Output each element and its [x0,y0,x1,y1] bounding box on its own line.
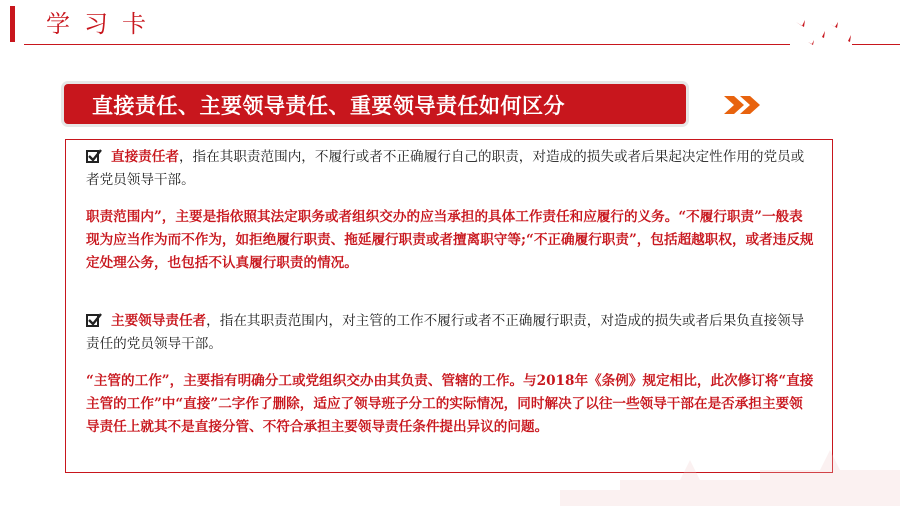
checkbox-icon [86,150,99,163]
page-title: 学习卡 [46,10,160,38]
section-banner [64,84,686,124]
birds-icon [794,14,858,48]
term-main-leadership: 主要领导责任者 [111,313,207,329]
double-chevron-icon [722,94,764,116]
header-divider-right [852,44,900,45]
definition-text: ，指在其职责范围内，对主管的工作不履行或者不正确履行职责，对造成的损失或者后果负直接领导责任的党员领导干部。 [86,313,805,352]
term-direct: 直接责任者 [111,149,179,165]
building-decoration [560,420,900,506]
definition-main-leadership [86,310,816,356]
note-managed-work: “主管的工作”，主要指有明确分工或党组织交办由其负责、管辖的工作。与2018年《条例》规定相比，此次修订将“直接主管的工作”中“直接”二字作了删除，适应了领导班子分工的实际情况，同时解决了以往一些领导干部在是否承担主要领导责任上就其不是直接分管、不符合承担主要领导责任条件提出异议的问题。 [86,373,814,435]
header-accent-bar [10,6,15,42]
banner-title: 直接责任、主要领导责任、重要领导责任如何区分 [92,94,565,118]
definition-text: ，指在其职责范围内，不履行或者不正确履行自己的职责，对造成的损失或者后果起决定性作用的党员或者党员领导干部。 [86,149,805,188]
checkbox-icon [86,314,99,327]
definition-direct-responsibility [86,146,816,192]
header-divider [24,44,790,45]
note-scope-of-duty: 职责范围内”，主要是指依照其法定职务或者组织交办的应当承担的具体工作责任和应履行的义务。“不履行职责”一般表现为应当作为而不作为，如拒绝履行职责、拖延履行职责或者擅离职守等;“不正确履行职责”，包括超越职权，或者违反规定处理公务，也包括不认真履行职责的情况。 [86,209,814,271]
